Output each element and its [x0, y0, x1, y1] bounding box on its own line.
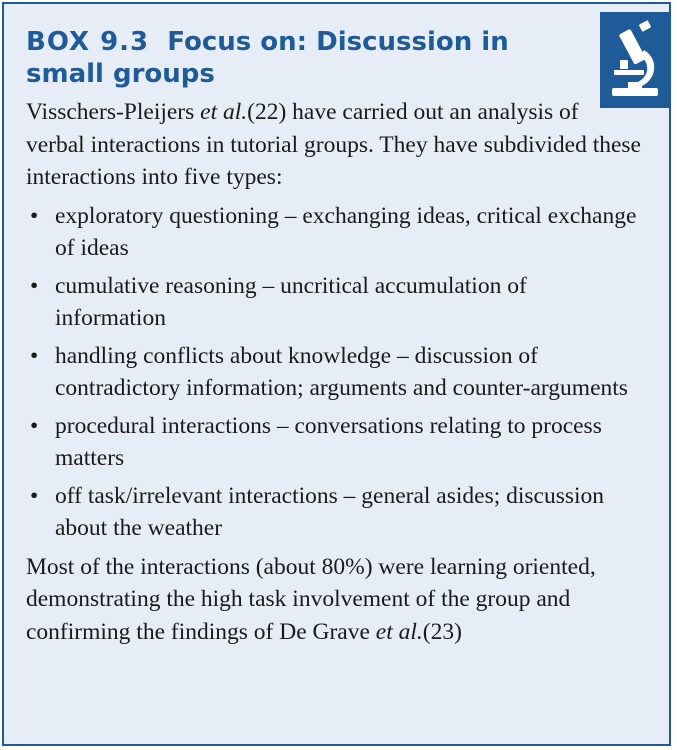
- list-item: • off task/irrelevant interactions – general asides; discussion about the weather: [26, 480, 641, 545]
- intro-paragraph: [26, 96, 641, 194]
- list-item: • exploratory questioning – exchanging ideas, critical exchange of ideas: [26, 200, 641, 265]
- conclusion-etal: et al.: [375, 618, 423, 645]
- list-item: • procedural interactions – conversations relating to process matters: [26, 410, 641, 475]
- list-item: • handling conflicts about knowledge – discussion of contradictory information; arguments and counter-arguments: [26, 340, 641, 405]
- box-body: [26, 96, 641, 648]
- interaction-types-list: [26, 200, 641, 545]
- list-item: • cumulative reasoning – uncritical accumulation of information: [26, 270, 641, 335]
- conclusion-paragraph: [26, 551, 641, 649]
- microscope-icon: [600, 12, 671, 108]
- box-title-text: Focus on: Discussion in small groups: [26, 27, 509, 89]
- conclusion-text: Most of the interactions (about 80%) were learning oriented, demonstrating the high task involvement of the group and confirming the findings of De Grave: [26, 553, 596, 645]
- intro-author: Visschers-Pleijers: [26, 99, 201, 125]
- focus-box: [2, 2, 671, 746]
- intro-text: (22) have carried out an analysis of verbal interactions in tutorial groups. They have subdivided these interactions into five types:: [26, 99, 641, 190]
- intro-etal: et al.: [200, 99, 248, 125]
- box-label: BOX 9.3: [26, 27, 150, 57]
- box-title: [26, 26, 586, 90]
- conclusion-ref: (23): [422, 618, 462, 645]
